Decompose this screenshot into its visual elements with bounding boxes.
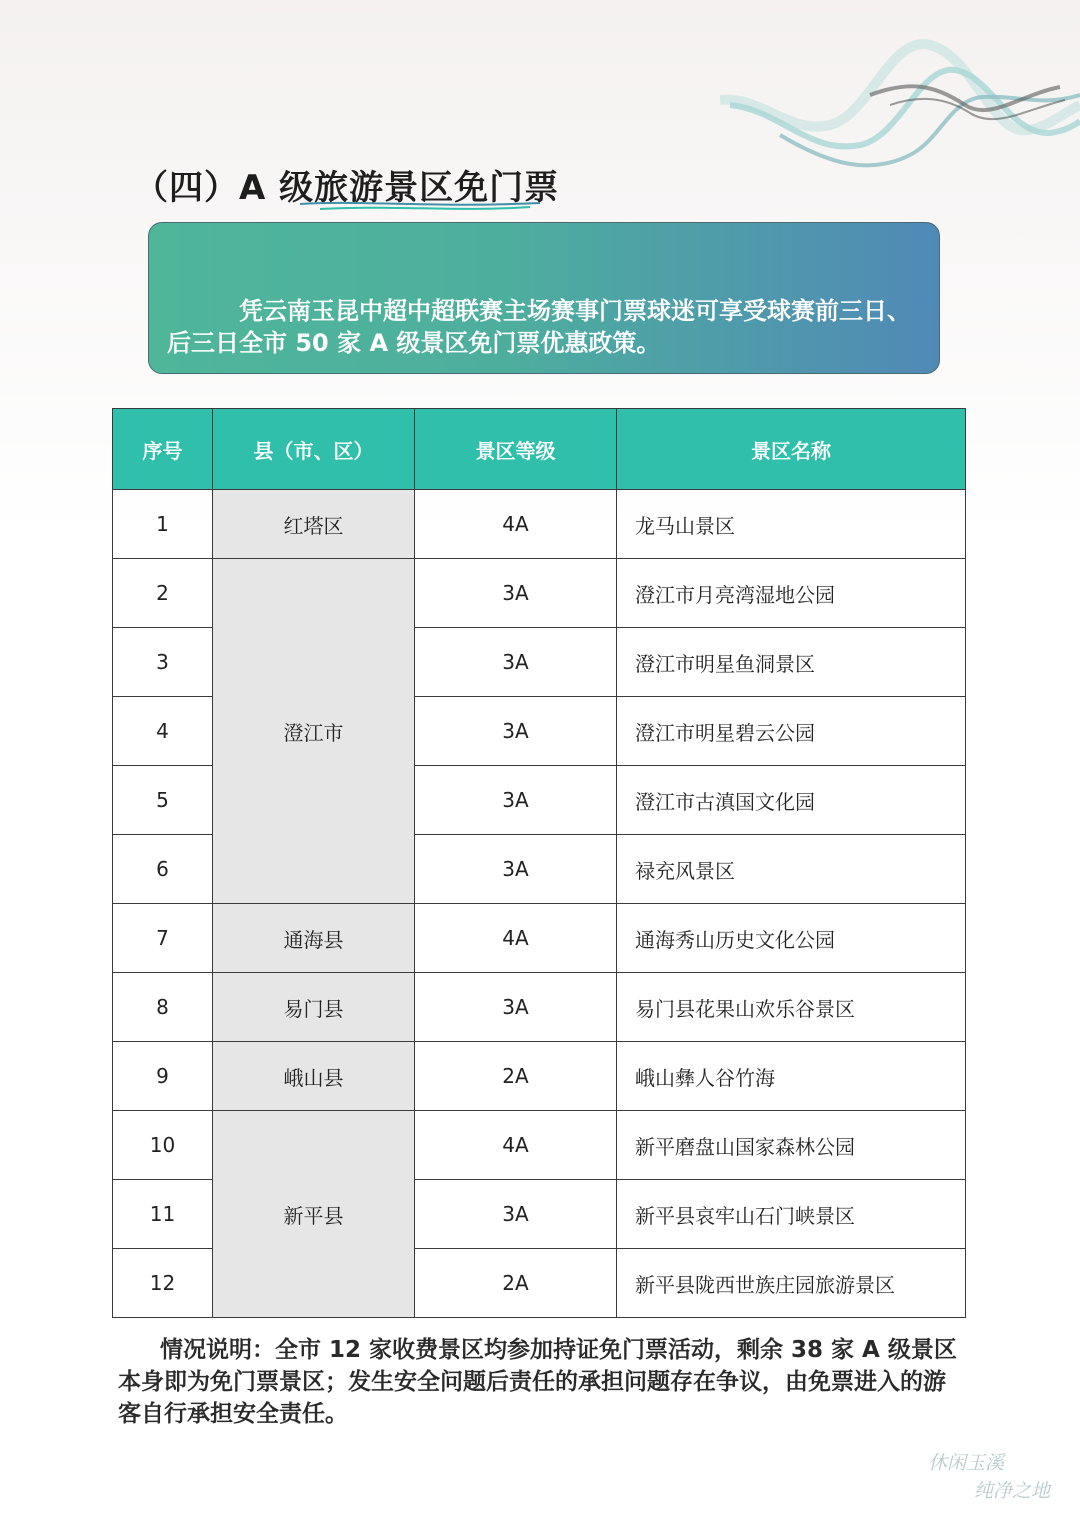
- watermark-line-1: 休闲玉溪: [928, 1452, 1005, 1474]
- section-title: （四）A 级旅游景区免门票: [134, 168, 560, 208]
- row-name: 澄江市明星碧云公园: [617, 697, 966, 766]
- info-banner: [148, 222, 940, 374]
- row-name: 澄江市月亮湾湿地公园: [617, 559, 966, 628]
- table-header-row: [113, 409, 966, 490]
- row-index: 11: [113, 1180, 213, 1249]
- row-level: 3A: [415, 766, 617, 835]
- row-level: 3A: [415, 1180, 617, 1249]
- scenic-spot-table-container: [112, 408, 966, 1318]
- row-index: 6: [113, 835, 213, 904]
- row-name: 澄江市明星鱼洞景区: [617, 628, 966, 697]
- row-index: 12: [113, 1249, 213, 1318]
- table-row: [113, 973, 966, 1042]
- row-name: 通海秀山历史文化公园: [617, 904, 966, 973]
- row-name: 新平县陇西世族庄园旅游景区: [617, 1249, 966, 1318]
- row-name: 龙马山景区: [617, 490, 966, 559]
- row-name: 澄江市古滇国文化园: [617, 766, 966, 835]
- row-index: 5: [113, 766, 213, 835]
- table-row: [113, 904, 966, 973]
- watermark-line-2: 纯净之地: [974, 1480, 1051, 1502]
- county-cell: 易门县: [213, 973, 415, 1042]
- county-cell: 通海县: [213, 904, 415, 973]
- row-level: 3A: [415, 973, 617, 1042]
- row-index: 7: [113, 904, 213, 973]
- row-level: 4A: [415, 904, 617, 973]
- table-row: [113, 559, 966, 628]
- table-row: [113, 490, 966, 559]
- row-index: 9: [113, 1042, 213, 1111]
- mountain-wave-decoration: [720, 25, 1080, 185]
- table-row: [113, 1042, 966, 1111]
- row-level: 3A: [415, 628, 617, 697]
- watermark-calligraphy: [928, 1448, 1068, 1508]
- header-level: 景区等级: [415, 409, 617, 490]
- row-index: 4: [113, 697, 213, 766]
- header-index: 序号: [113, 409, 213, 490]
- banner-text: 凭云南玉昆中超中超联赛主场赛事门票球迷可享受球赛前三日、后三日全市 50 家 A 级景区免门票优惠政策。: [167, 297, 911, 357]
- situation-note: 情况说明：全市 12 家收费景区均参加持证免门票活动，剩余 38 家 A 级景区本身即为免门票景区；发生安全问题后责任的承担问题存在争议，由免票进入的游客自行承担安全责任。: [118, 1337, 957, 1427]
- row-level: 3A: [415, 697, 617, 766]
- header-name: 景区名称: [617, 409, 966, 490]
- table-row: [113, 1111, 966, 1180]
- row-index: 8: [113, 973, 213, 1042]
- row-level: 4A: [415, 1111, 617, 1180]
- row-level: 3A: [415, 559, 617, 628]
- row-index: 1: [113, 490, 213, 559]
- row-level: 3A: [415, 835, 617, 904]
- header-county: 县（市、区）: [213, 409, 415, 490]
- row-name: 新平县哀牢山石门峡景区: [617, 1180, 966, 1249]
- row-level: 4A: [415, 490, 617, 559]
- title-underline-decoration: [300, 198, 540, 214]
- county-cell: 红塔区: [213, 490, 415, 559]
- row-index: 10: [113, 1111, 213, 1180]
- row-name: 易门县花果山欢乐谷景区: [617, 973, 966, 1042]
- county-cell: 峨山县: [213, 1042, 415, 1111]
- county-cell: 澄江市: [213, 559, 415, 904]
- row-name: 禄充风景区: [617, 835, 966, 904]
- row-index: 3: [113, 628, 213, 697]
- scenic-spot-table: [112, 408, 966, 1318]
- county-cell: 新平县: [213, 1111, 415, 1318]
- row-name: 新平磨盘山国家森林公园: [617, 1111, 966, 1180]
- row-level: 2A: [415, 1042, 617, 1111]
- row-index: 2: [113, 559, 213, 628]
- row-name: 峨山彝人谷竹海: [617, 1042, 966, 1111]
- row-level: 2A: [415, 1249, 617, 1318]
